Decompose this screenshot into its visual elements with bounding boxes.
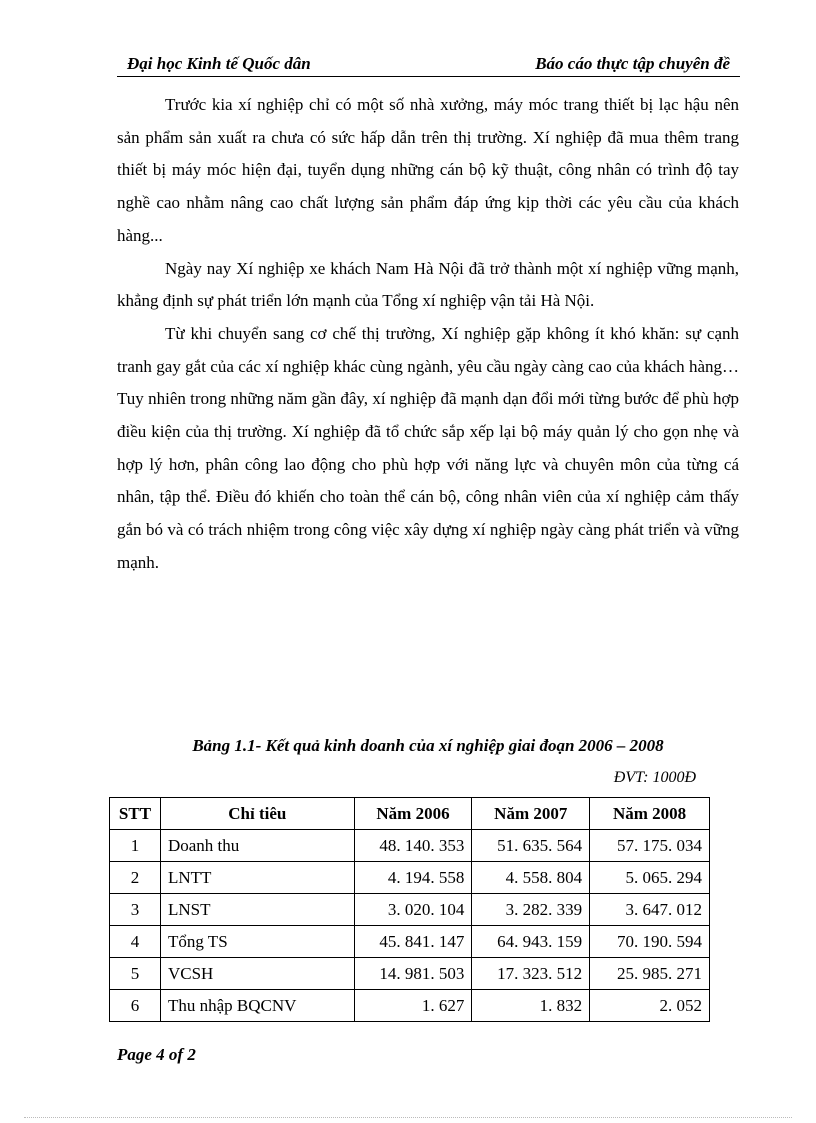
business-results-table: [109, 797, 710, 1022]
table-row: [110, 862, 710, 894]
cell-2007: 3. 282. 339: [472, 894, 590, 926]
table-row: [110, 926, 710, 958]
cell-stt: 2: [110, 862, 161, 894]
cell-2008: 2. 052: [590, 990, 710, 1022]
page-header: [117, 52, 740, 77]
cell-stt: 3: [110, 894, 161, 926]
cell-2006: 48. 140. 353: [354, 830, 472, 862]
cell-indicator: Thu nhập BQCNV: [160, 990, 354, 1022]
table-row: [110, 830, 710, 862]
cell-2008: 57. 175. 034: [590, 830, 710, 862]
body-text: [117, 89, 739, 580]
cell-stt: 4: [110, 926, 161, 958]
cell-indicator: LNST: [160, 894, 354, 926]
table-row: [110, 958, 710, 990]
header-indicator: Chỉ tiêu: [160, 798, 354, 830]
cell-2007: 17. 323. 512: [472, 958, 590, 990]
table-header-row: [110, 798, 710, 830]
page-bottom-divider: [24, 1117, 792, 1118]
cell-2007: 1. 832: [472, 990, 590, 1022]
page-number: Page 4 of 2: [117, 1045, 196, 1064]
cell-stt: 5: [110, 958, 161, 990]
cell-2008: 3. 647. 012: [590, 894, 710, 926]
cell-indicator: LNTT: [160, 862, 354, 894]
cell-2008: 70. 190. 594: [590, 926, 710, 958]
header-year-2008: Năm 2008: [590, 798, 710, 830]
cell-stt: 6: [110, 990, 161, 1022]
cell-2008: 5. 065. 294: [590, 862, 710, 894]
paragraph: Từ khi chuyển sang cơ chế thị trường, Xí nghiệp gặp không ít khó khăn: sự cạnh tranh gay gắt của các xí nghiệp khác cùng ngành, yêu cầu ngày càng cao của khách hàng… Tuy nhiên trong những năm gần đây, xí nghiệp đã mạnh dạn đổi mới từng bước để phù hợp điều kiện của thị trường. Xí nghiệp đã tổ chức sắp xếp lại bộ máy quản lý cho gọn nhẹ và hợp lý hơn, phân công lao động cho phù hợp với năng lực và chuyên môn của từng cá nhân, tập thể. Điều đó khiến cho toàn thể cán bộ, công nhân viên của xí nghiệp cảm thấy gắn bó và có trách nhiệm trong công việc xây dựng xí nghiệp ngày càng phát triển và vững mạnh.: [117, 323, 739, 572]
header-university: Đại học Kinh tế Quốc dân: [127, 54, 311, 73]
cell-2006: 45. 841. 147: [354, 926, 472, 958]
paragraph: Trước kia xí nghiệp chỉ có một số nhà xưởng, máy móc trang thiết bị lạc hậu nên sản phẩm sản xuất ra chưa có sức hấp dẫn trên thị trường. Xí nghiệp đã mua thêm trang thiết bị máy móc hiện đại, tuyển dụng những cán bộ kỹ thuật, công nhân có trình độ tay nghề cao nhằm nâng cao chất lượng sản phẩm đáp ứng kịp thời các yêu cầu của khách hàng...: [117, 95, 739, 245]
table-row: [110, 990, 710, 1022]
paragraph: Ngày nay Xí nghiệp xe khách Nam Hà Nội đã trở thành một xí nghiệp vững mạnh, khẳng định sự phát triển lớn mạnh của Tổng xí nghiệp vận tải Hà Nội.: [117, 258, 739, 311]
cell-2006: 1. 627: [354, 990, 472, 1022]
header-year-2006: Năm 2006: [354, 798, 472, 830]
cell-indicator: Tổng TS: [160, 926, 354, 958]
cell-2006: 4. 194. 558: [354, 862, 472, 894]
cell-2007: 64. 943. 159: [472, 926, 590, 958]
cell-indicator: Doanh thu: [160, 830, 354, 862]
table-row: [110, 894, 710, 926]
cell-2007: 51. 635. 564: [472, 830, 590, 862]
table-caption: Bảng 1.1- Kết quả kinh doanh của xí nghiệp giai đoạn 2006 – 2008: [192, 736, 664, 755]
header-stt: STT: [110, 798, 161, 830]
cell-2006: 14. 981. 503: [354, 958, 472, 990]
cell-2006: 3. 020. 104: [354, 894, 472, 926]
cell-indicator: VCSH: [160, 958, 354, 990]
table-unit: ĐVT: 1000Đ: [613, 769, 696, 786]
header-report-title: Báo cáo thực tập chuyên đề: [535, 54, 730, 73]
cell-stt: 1: [110, 830, 161, 862]
cell-2007: 4. 558. 804: [472, 862, 590, 894]
header-year-2007: Năm 2007: [472, 798, 590, 830]
cell-2008: 25. 985. 271: [590, 958, 710, 990]
